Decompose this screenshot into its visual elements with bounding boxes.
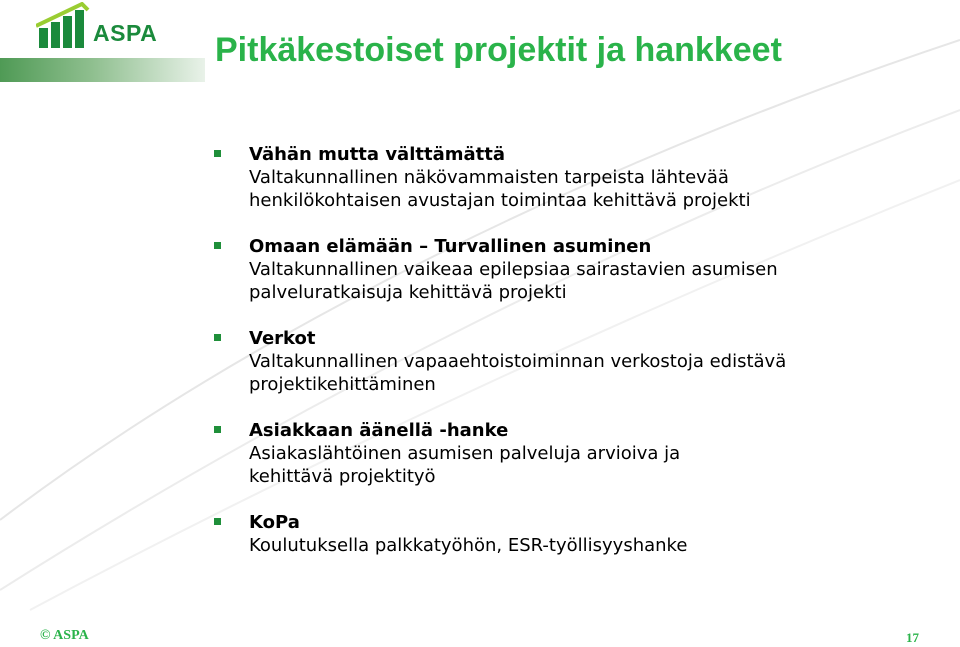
square-bullet-icon <box>214 242 221 249</box>
header-accent-bar <box>0 58 205 82</box>
item-title: Verkot <box>249 328 316 349</box>
slide-title: Pitkäkestoiset projektit ja hankkeet <box>215 31 782 69</box>
item-description: Asiakaslähtöinen asumisen palveluja arvioiva ja kehittävä projektityö <box>249 443 681 487</box>
square-bullet-icon <box>214 150 221 157</box>
footer-copyright: © ASPA <box>40 628 89 643</box>
list-item <box>214 235 934 304</box>
list-item <box>214 143 934 212</box>
item-title: KoPa <box>249 512 300 533</box>
item-title: Vähän mutta välttämättä <box>249 144 505 165</box>
item-description: Valtakunnallinen näkövammaisten tarpeista lähtevää henkilökohtaisen avustajan toimintaa kehittävä projekti <box>249 167 751 211</box>
logo-text: ASPA <box>93 20 158 46</box>
list-item <box>214 419 934 488</box>
item-description: Valtakunnallinen vaikeaa epilepsiaa sairastavien asumisen palveluratkaisuja kehittävä projekti <box>249 259 778 303</box>
project-list <box>214 143 934 557</box>
item-title: Asiakkaan äänellä -hanke <box>249 420 509 441</box>
page-number: 17 <box>906 630 919 645</box>
item-description: Valtakunnallinen vapaaehtoistoiminnan verkostoja edistävä projektikehittäminen <box>249 351 787 395</box>
square-bullet-icon <box>214 426 221 433</box>
square-bullet-icon <box>214 518 221 525</box>
item-description: Koulutuksella palkkatyöhön, ESR-työllisyyshanke <box>249 535 688 556</box>
list-item <box>214 327 934 396</box>
square-bullet-icon <box>214 334 221 341</box>
item-title: Omaan elämään – Turvallinen asuminen <box>249 236 652 257</box>
list-item <box>214 511 934 557</box>
